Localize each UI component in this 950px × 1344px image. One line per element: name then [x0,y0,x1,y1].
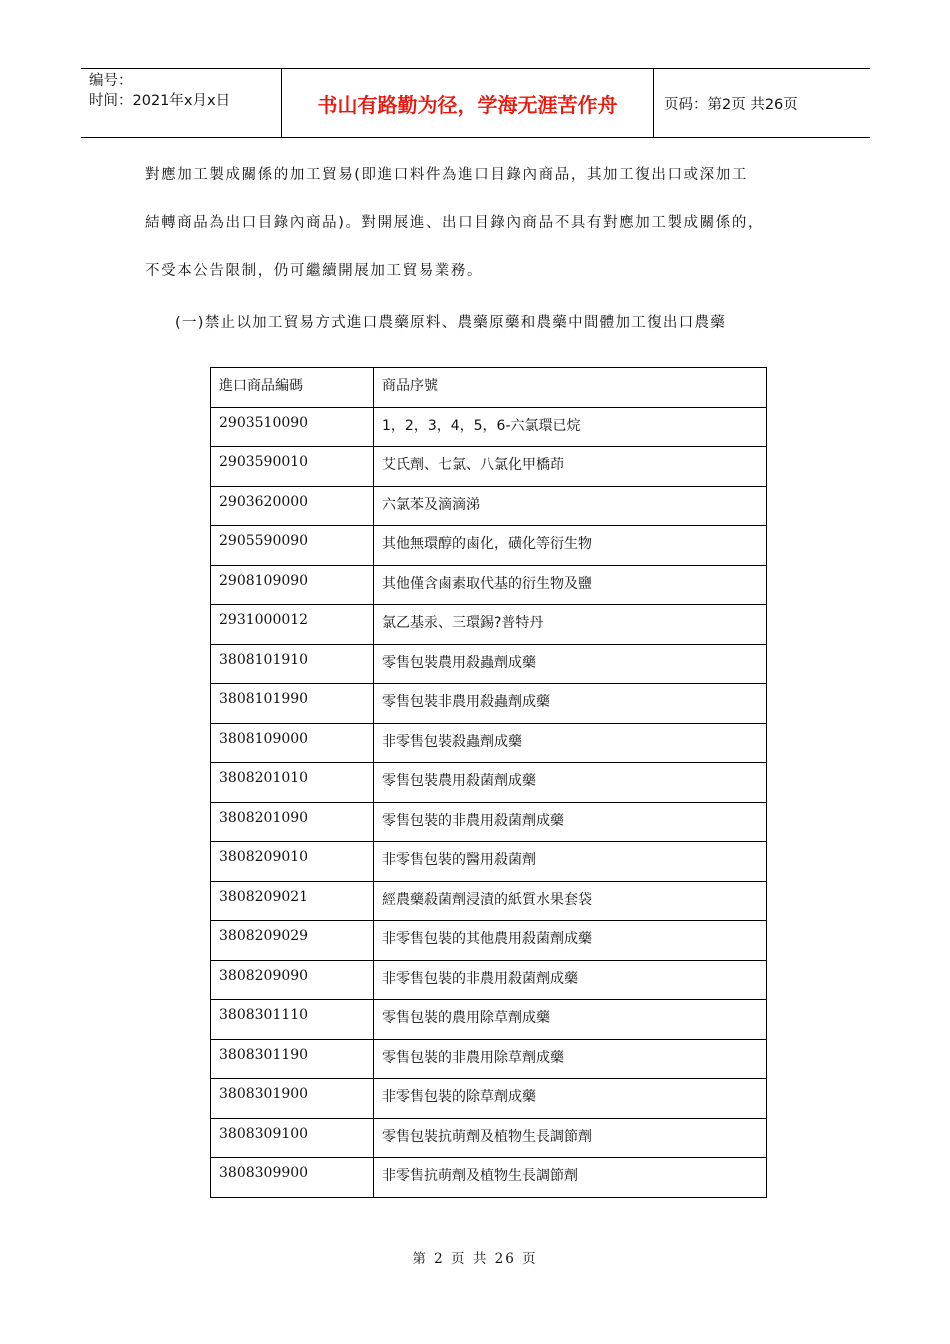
commodity-name: 非零售包裝殺蟲劑成藥 [374,723,767,763]
commodity-code: 3808201090 [211,802,374,842]
commodity-name: 非零售包裝的非農用殺菌劑成藥 [374,960,767,1000]
commodity-code: 3808209090 [211,960,374,1000]
table-row [211,605,767,645]
table-row [211,881,767,921]
commodity-name: 氯乙基汞、三環錫?普特丹 [374,605,767,645]
table-row [211,1079,767,1119]
commodity-name: 非零售包裝的除草劑成藥 [374,1079,767,1119]
commodity-name: 其他無環醇的鹵化，磺化等衍生物 [374,526,767,566]
paragraph-line: 不受本公告限制，仍可繼續開展加工貿易業務。 [145,263,484,279]
commodity-name: 艾氏劑、七氯、八氯化甲橋茚 [374,447,767,487]
commodity-code: 3808209029 [211,921,374,961]
table-row [211,1118,767,1158]
commodity-name: 六氯苯及滴滴涕 [374,486,767,526]
doc-date: 时间：2021年x月x日 [89,93,231,109]
commodity-code: 3808301900 [211,1079,374,1119]
commodity-code: 3808301110 [211,1000,374,1040]
page-header [81,68,870,138]
commodity-name: 非零售包裝的醫用殺菌劑 [374,842,767,882]
commodity-code: 3808201010 [211,763,374,803]
commodity-name: 非零售抗萌劑及植物生長調節劑 [374,1158,767,1198]
table-row [211,842,767,882]
commodity-name: 其他僅含鹵素取代基的衍生物及鹽 [374,565,767,605]
commodity-code: 3808209010 [211,842,374,882]
commodity-code: 2903620000 [211,486,374,526]
commodity-code: 3808101910 [211,644,374,684]
commodity-name: 零售包裝的非農用殺菌劑成藥 [374,802,767,842]
commodity-code: 3808309900 [211,1158,374,1198]
paragraph-line: 結轉商品為出口目錄內商品)。對開展進、出口目錄內商品不具有對應加工製成關係的， [145,215,765,231]
commodity-code: 2905590090 [211,526,374,566]
commodity-name: 經農藥殺菌劑浸漬的紙質水果套袋 [374,881,767,921]
table-row [211,447,767,487]
table-row [211,1158,767,1198]
header-page-info: 页码：第2页 共26页 [664,96,798,113]
commodity-name: 零售包裝農用殺菌劑成藥 [374,763,767,803]
header-name: 商品序號 [374,368,767,408]
commodity-code: 2908109090 [211,565,374,605]
commodity-name: 非零售包裝的其他農用殺菌劑成藥 [374,921,767,961]
commodity-code: 3808301190 [211,1039,374,1079]
table-row [211,723,767,763]
page-footer: 第 2 页 共 26 页 [412,1251,538,1267]
commodity-code: 2931000012 [211,605,374,645]
commodity-name: 零售包裝的非農用除草劑成藥 [374,1039,767,1079]
commodity-code: 3808109000 [211,723,374,763]
table-row [211,960,767,1000]
table-row [211,802,767,842]
commodity-code: 2903510090 [211,407,374,447]
commodity-name: 零售包裝農用殺蟲劑成藥 [374,644,767,684]
table-row [211,921,767,961]
commodity-code: 3808309100 [211,1118,374,1158]
commodity-code: 2903590010 [211,447,374,487]
commodity-name: 零售包裝抗萌劑及植物生長調節劑 [374,1118,767,1158]
commodity-table [210,367,767,1198]
table-row [211,644,767,684]
table-row [211,1000,767,1040]
header-meta [81,69,282,137]
table-row [211,684,767,724]
table-row [211,763,767,803]
doc-number: 编号： [89,73,133,89]
table-row [211,407,767,447]
body-paragraph [145,163,825,307]
commodity-code: 3808209021 [211,881,374,921]
commodity-name: 零售包裝非農用殺蟲劑成藥 [374,684,767,724]
paragraph-line: 對應加工製成關係的加工貿易(即進口料件為進口目錄內商品，其加工復出口或深加工 [145,167,748,183]
table-row [211,565,767,605]
table-row [211,1039,767,1079]
commodity-code: 3808101990 [211,684,374,724]
commodity-name: 1，2，3，4，5，6-六氯環已烷 [374,407,767,447]
header-code: 進口商品編碼 [211,368,374,408]
table-row [211,526,767,566]
commodity-name: 零售包裝的農用除草劑成藥 [374,1000,767,1040]
table-header-row [211,368,767,408]
header-motto: 书山有路勤为径，学海无涯苦作舟 [282,69,654,137]
table-row [211,486,767,526]
section-title: (一)禁止以加工貿易方式進口農藥原料、農藥原藥和農藥中間體加工復出口農藥 [175,315,727,331]
